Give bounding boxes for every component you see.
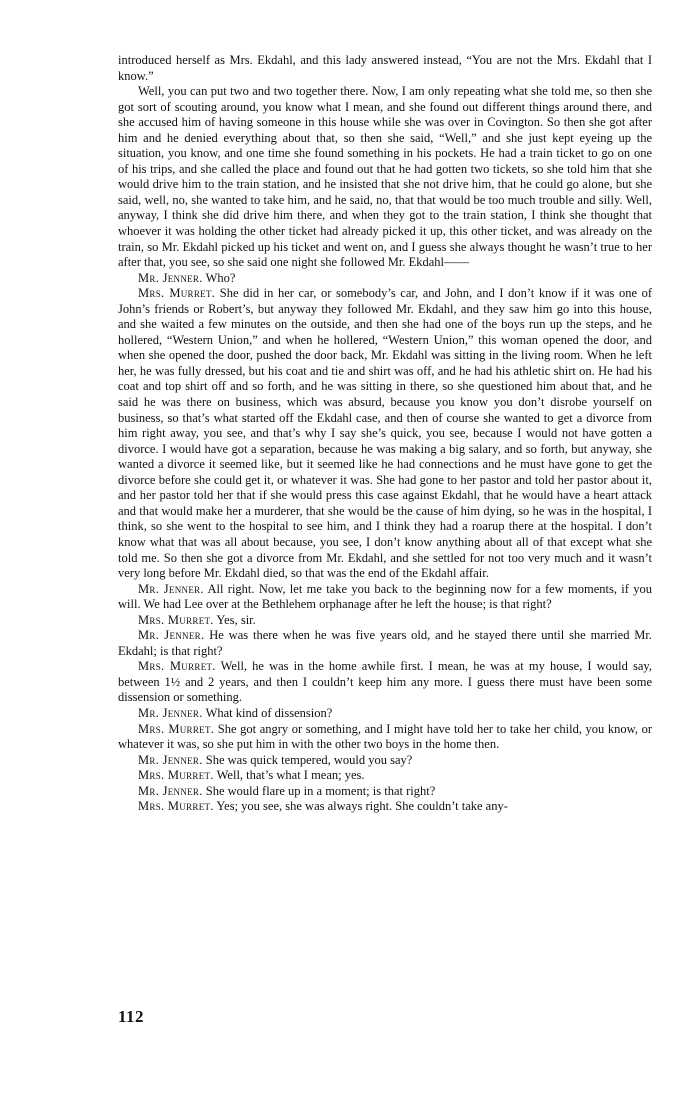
- speaker-label: Mr. Jenner.: [138, 752, 203, 767]
- paragraph-text: She got angry or something, and I might have told her to take her child, you know, or whatever it was, so she put him in with the other two boys in the home then.: [118, 721, 653, 752]
- speaker-label: Mr. Jenner.: [138, 705, 203, 720]
- paragraph: [118, 271, 652, 287]
- paragraph-text: Yes, sir.: [216, 612, 256, 627]
- paragraph-text: Well, he was in the home awhile first. I mean, he was at my house, I would say, between 1½ and 2 years, and then I couldn’t keep him any more. I guess there must have been some dissension or something.: [118, 659, 652, 705]
- speaker-label: Mrs. Murret.: [138, 721, 215, 736]
- paragraph: [118, 706, 652, 722]
- paragraph: [118, 53, 652, 84]
- paragraph-text: What kind of dissension?: [205, 705, 333, 720]
- paragraph-text: All right. Now, let me take you back to the beginning now for a few moments, if you will. We had Lee over at the Bethlehem orphanage after he left the house; is that right?: [118, 581, 652, 612]
- speaker-label: Mrs. Murret.: [138, 659, 216, 674]
- paragraph: [118, 84, 652, 271]
- paragraph-text: He was there when he was five years old, and he stayed there until she married Mr. Ekdahl; is that right?: [118, 628, 653, 658]
- paragraph-text: She would flare up in a moment; is that right?: [205, 783, 436, 798]
- paragraph: [118, 659, 652, 706]
- paragraph: [118, 722, 652, 753]
- page-number: 112: [118, 1007, 145, 1026]
- paragraph-text: Well, you can put two and two together there. Now, I am only repeating what she told me, so then she got sort of scouting around, you know what I mean, and she found out different things around there, and she accused him of having someone in this house while she was over in Covington. So then she got after him and he denied everything about that, so then she said, “Well,” and she just kept eyeing up the situation, you know, and one time she found something in his pockets. He had a train ticket to go on one of his trips, and she called the place and found out that he had gotten two tickets, so she told him that she would drive him to the train station, and he insisted that she not drive him, that he could go alone, but she said, well, no, she wanted to take him, and he said, no, that that would be too much trouble and silly. Well, anyway, I think she did drive him there, and when they got to the train station, I think she thought that whoever it was holding the other ticket had already picked it up, this other ticket, and was already on the train, so Mr. Ekdahl picked up his ticket and went on, and I guess she always thought he wasn’t true to her after that, you see, so she said one night she followed Mr. Ekdahl——: [118, 84, 652, 270]
- paragraph: [118, 286, 652, 581]
- paragraph-text: Who?: [205, 270, 236, 285]
- testimony-text: [118, 53, 652, 815]
- speaker-label: Mr. Jenner.: [138, 783, 203, 798]
- paragraph: [118, 628, 652, 659]
- paragraph: [118, 613, 652, 629]
- paragraph-text: Well, that’s what I mean; yes.: [216, 768, 365, 783]
- paragraph: [118, 753, 652, 769]
- paragraph: [118, 799, 652, 815]
- speaker-label: Mrs. Murret.: [138, 799, 214, 814]
- paragraph: [118, 582, 652, 613]
- speaker-label: Mr. Jenner.: [138, 628, 205, 643]
- speaker-label: Mrs. Murret.: [138, 612, 214, 627]
- paragraph-text: Yes; you see, she was always right. She couldn’t take any-: [216, 799, 508, 814]
- speaker-label: Mrs. Murret.: [138, 286, 216, 301]
- speaker-label: Mr. Jenner.: [138, 581, 204, 596]
- paragraph-text: introduced herself as Mrs. Ekdahl, and this lady answered instead, “You are not the Mrs. Ekdahl that I know.”: [118, 53, 652, 83]
- paragraph: [118, 768, 652, 784]
- paragraph: [118, 784, 652, 800]
- speaker-label: Mr. Jenner.: [138, 270, 203, 285]
- speaker-label: Mrs. Murret.: [138, 768, 214, 783]
- paragraph-text: She was quick tempered, would you say?: [205, 752, 413, 767]
- paragraph-text: She did in her car, or somebody’s car, and John, and I don’t know if it was one of John’s friends or Robert’s, but anyway they followed Mr. Ekdahl, and they saw him go into this house, and she waited a few minutes on the outside, and then she had one of the boys run up the steps, and he hollered, “Western Union,” and when he hollered, “Western Union,” this woman opened the door, and when she opened the door, pushed the door back, Mr. Ekdahl was sitting in the living room. When he left her, he was fully dressed, but his coat and tie and shirt was off, and he had his athletic shirt on. He had his coat and top shirt off and so forth, and he was sitting in there, so she questioned him about that, and he said he was there on business, which was absurd, because you know you don’t disrobe yourself on business, so that’s what started off the Ekdahl case, and then of course she wanted to get a divorce from him right away, you see, and that’s why I say she’s quick, you see, because I would not have gotten a divorce. I would have got a separation, because he was making a big salary, and so forth, but anyway, she wanted a divorce it seemed like, but it seemed like he had connections and he must have gone to get the divorce before she could get it, or whatever it was. She had gone to her pastor and told her pastor about it, and her pastor told her that if she would press this case against Ekdahl, that he would have a heart attack and that would make her a murderer, that she would be the cause of him dying, so he was in the hospital, I think, so she went to the hospital to see him, and I think they had a roarup there at the hospital. I don’t know what that was all about because, you see, I don’t know anything about all of that except what she told me. So then she got a divorce from Mr. Ekdahl, and she settled for not too very much and it wasn’t very long before Mr. Ekdahl died, so that was the end of the Ekdahl affair.: [118, 286, 652, 581]
